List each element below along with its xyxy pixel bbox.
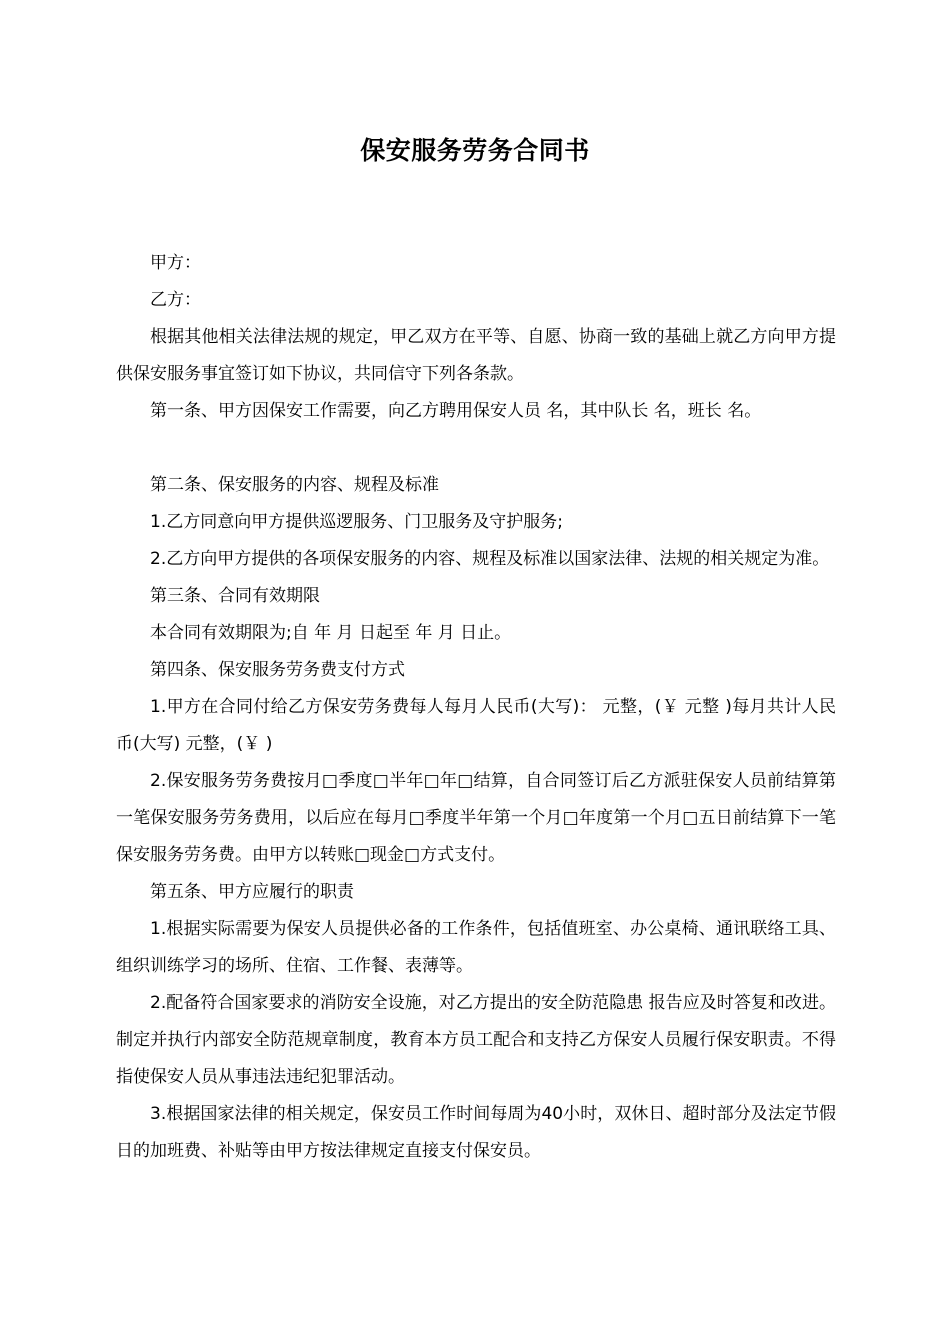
article-3-paragraph: 本合同有效期限为;自 年 月 日起至 年 月 日止。 [150, 623, 512, 643]
article-3-heading: 第三条、合同有效期限 [150, 586, 320, 606]
article-5-item-3: 3.根据国家法律的相关规定，保安员工作时间每周为40小时，双休日、超时部分及法定节假日的加班费、补贴等由甲方按法律规定直接支付保安员。 [116, 1104, 836, 1161]
article-4-item-2: 2.保安服务劳务费按月□季度□半年□年□结算，自合同签订后乙方派驻保安人员前结算第一笔保安服务劳务费用，以后应在每月□季度半年第一个月□年度第一个月□五日前结算下一笔保安服务劳务费。由甲方以转账□现金□方式支付。 [116, 771, 836, 865]
article-2-item-2: 2.乙方向甲方提供的各项保安服务的内容、规程及标准以国家法律、法规的相关规定为准。 [150, 549, 830, 569]
article-5-item-2: 2.配备符合国家要求的消防安全设施，对乙方提出的安全防范隐患 报告应及时答复和改进。制定并执行内部安全防范规章制度，教育本方员工配合和支持乙方保安人员履行保安职责。不得指使保安人员从事违法违纪犯罪活动。 [116, 993, 836, 1087]
article-4-item-1: 1.甲方在合同付给乙方保安劳务费每人每月人民币(大写)： 元整，(￥ 元整 )每月共计人民币(大写) 元整，(￥ ) [116, 697, 836, 754]
article-1-paragraph: 第一条、甲方因保安工作需要，向乙方聘用保安人员 名，其中队长 名，班长 名。 [150, 401, 762, 421]
party-a-line: 甲方： [150, 253, 201, 273]
article-5-heading: 第五条、甲方应履行的职责 [150, 882, 354, 902]
document-title: 保安服务劳务合同书 [360, 136, 590, 165]
preamble-paragraph: 根据其他相关法律法规的规定，甲乙双方在平等、自愿、协商一致的基础上就乙方向甲方提供保安服务事宜签订如下协议，共同信守下列各条款。 [116, 327, 836, 384]
article-2-heading: 第二条、保安服务的内容、规程及标准 [150, 475, 439, 495]
party-b-line: 乙方： [150, 290, 201, 310]
document-body [116, 245, 836, 1170]
article-5-item-1: 1.根据实际需要为保安人员提供必备的工作条件，包括值班室、办公桌椅、通讯联络工具、组织训练学习的场所、住宿、工作餐、表薄等。 [116, 919, 836, 976]
article-4-heading: 第四条、保安服务劳务费支付方式 [150, 660, 405, 680]
article-2-item-1: 1.乙方同意向甲方提供巡逻服务、门卫服务及守护服务; [150, 512, 563, 532]
